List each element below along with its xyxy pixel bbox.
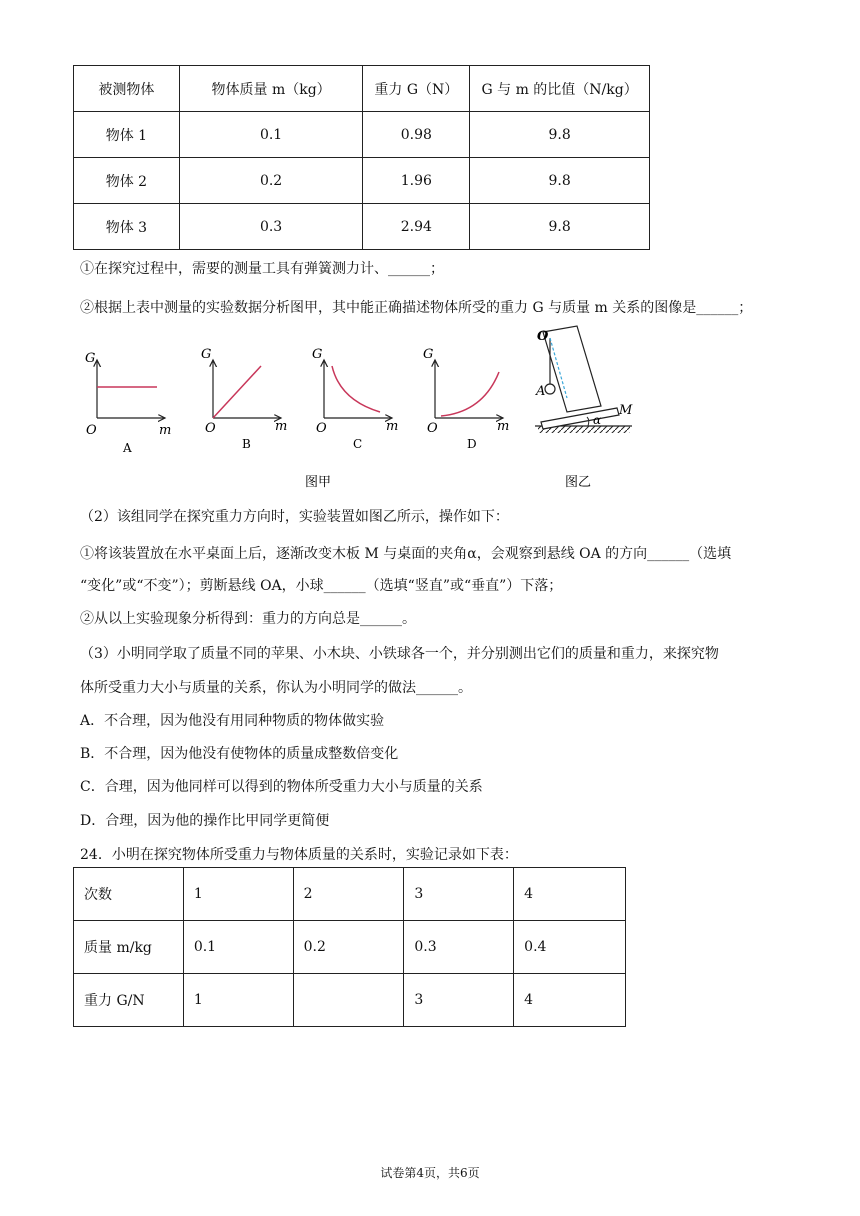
axis-label-g: G bbox=[423, 347, 434, 362]
question-3-line-2: 体所受重力大小与质量的关系，你认为小明同学的做法______。 bbox=[80, 680, 472, 696]
origin-label: O bbox=[427, 421, 438, 436]
table-row bbox=[74, 112, 650, 158]
table-cell: 9.8 bbox=[470, 158, 650, 204]
table-header-cell: 物体质量 m（kg） bbox=[179, 66, 363, 112]
graph-d bbox=[423, 347, 509, 451]
label-a: A bbox=[536, 384, 546, 399]
question-1-2: ②根据上表中测量的实验数据分析图甲，其中能正确描述物体所受的重力 G 与质量 m 关系的图像是______； bbox=[80, 300, 753, 316]
table-row bbox=[74, 158, 650, 204]
caption-right: 图乙 bbox=[565, 475, 592, 490]
table-header-row bbox=[74, 66, 650, 112]
table-header-cell: 被测物体 bbox=[74, 66, 180, 112]
table-row bbox=[74, 921, 626, 974]
record-table bbox=[73, 867, 626, 1027]
question-2-2: ②从以上实验现象分析得到：重力的方向总是______。 bbox=[80, 611, 416, 627]
gravity-mass-table bbox=[73, 65, 650, 250]
table-cell: 0.3 bbox=[404, 921, 514, 974]
table-cell: 物体 1 bbox=[74, 112, 180, 158]
origin-label: O bbox=[86, 423, 97, 438]
question-24: 24．小明在探究物体所受重力与物体质量的关系时，实验记录如下表： bbox=[80, 847, 518, 863]
table-cell: 1 bbox=[183, 974, 293, 1027]
graph-c bbox=[312, 347, 398, 451]
table-cell: 物体 2 bbox=[74, 158, 180, 204]
table-cell: 0.2 bbox=[179, 158, 363, 204]
option-d: D．合理，因为他的操作比甲同学更简便 bbox=[80, 813, 330, 829]
axis-label-m: m bbox=[497, 419, 510, 434]
option-c: C．合理，因为他同样可以得到的物体所受重力大小与质量的关系 bbox=[80, 779, 483, 795]
table-cell: 物体 3 bbox=[74, 204, 180, 250]
table-cell: 重力 G/N bbox=[74, 974, 184, 1027]
table-cell: 0.98 bbox=[363, 112, 470, 158]
option-b: B．不合理，因为他没有使物体的质量成整数倍变化 bbox=[80, 746, 399, 762]
table-header-cell: G 与 m 的比值（N/kg） bbox=[470, 66, 650, 112]
table-cell: 质量 m/kg bbox=[74, 921, 184, 974]
question-1-1: ①在探究过程中，需要的测量工具有弹簧测力计、______； bbox=[80, 261, 444, 277]
axis-label-g: G bbox=[201, 347, 212, 362]
option-label-b: B bbox=[242, 437, 251, 451]
upright-board bbox=[543, 326, 601, 412]
ball-a bbox=[545, 384, 555, 394]
table-cell-blank[interactable] bbox=[293, 974, 404, 1027]
figure-graphs bbox=[75, 322, 635, 492]
table-cell: 3 bbox=[404, 974, 514, 1027]
table-row bbox=[74, 868, 626, 921]
table-cell: 2.94 bbox=[363, 204, 470, 250]
table-cell: 0.1 bbox=[179, 112, 363, 158]
question-2-intro: （2）该组同学在探究重力方向时，实验装置如图乙所示，操作如下： bbox=[80, 509, 509, 525]
label-alpha: α bbox=[593, 413, 602, 427]
table-cell: 0.3 bbox=[179, 204, 363, 250]
table-cell: 0.2 bbox=[293, 921, 404, 974]
graph-b bbox=[201, 347, 287, 451]
axis-label-m: m bbox=[386, 419, 399, 434]
table-cell: 1.96 bbox=[363, 158, 470, 204]
table-header-cell: 重力 G（N） bbox=[363, 66, 470, 112]
option-label-c: C bbox=[353, 437, 363, 451]
table-cell: 4 bbox=[514, 974, 626, 1027]
table-cell: 次数 bbox=[74, 868, 184, 921]
axis-label-m: m bbox=[275, 419, 288, 434]
origin-label: O bbox=[205, 421, 216, 436]
graph-b-curve bbox=[213, 366, 261, 418]
page-footer: 试卷第4页，共6页 bbox=[380, 1166, 480, 1180]
table-cell: 9.8 bbox=[470, 204, 650, 250]
option-label-d: D bbox=[467, 437, 477, 451]
table-cell: 0.1 bbox=[183, 921, 293, 974]
graph-d-curve bbox=[441, 372, 499, 416]
question-2-1-line-1: ①将该装置放在水平桌面上后，逐渐改变木板 M 与桌面的夹角α，会观察到悬线 OA 的方向______（选填 bbox=[80, 546, 732, 562]
option-a: A．不合理，因为他没有用同种物质的物体做实验 bbox=[80, 713, 385, 729]
apparatus-diagram bbox=[535, 326, 633, 433]
table-cell: 4 bbox=[514, 868, 626, 921]
origin-label: O bbox=[316, 421, 327, 436]
axis-label-g: G bbox=[85, 351, 96, 366]
table-cell: 2 bbox=[293, 868, 404, 921]
table-row bbox=[74, 974, 626, 1027]
caption-left: 图甲 bbox=[305, 475, 332, 490]
table-cell: 9.8 bbox=[470, 112, 650, 158]
label-o: O bbox=[537, 329, 549, 344]
question-2-1-line-2: “变化”或“不变”）；剪断悬线 OA，小球______（选填“竖直”或“垂直”）下落； bbox=[80, 578, 563, 594]
graph-a bbox=[85, 351, 171, 455]
table-cell: 0.4 bbox=[514, 921, 626, 974]
table-cell: 3 bbox=[404, 868, 514, 921]
question-3-line-1: （3）小明同学取了质量不同的苹果、小木块、小铁球各一个，并分别测出它们的质量和重力，来探究物 bbox=[80, 646, 719, 662]
table-cell: 1 bbox=[183, 868, 293, 921]
label-m: M bbox=[619, 403, 633, 418]
option-label-a: A bbox=[123, 441, 132, 455]
table-row bbox=[74, 204, 650, 250]
axis-label-m: m bbox=[159, 423, 172, 438]
graph-c-curve bbox=[332, 366, 380, 412]
axis-label-g: G bbox=[312, 347, 323, 362]
